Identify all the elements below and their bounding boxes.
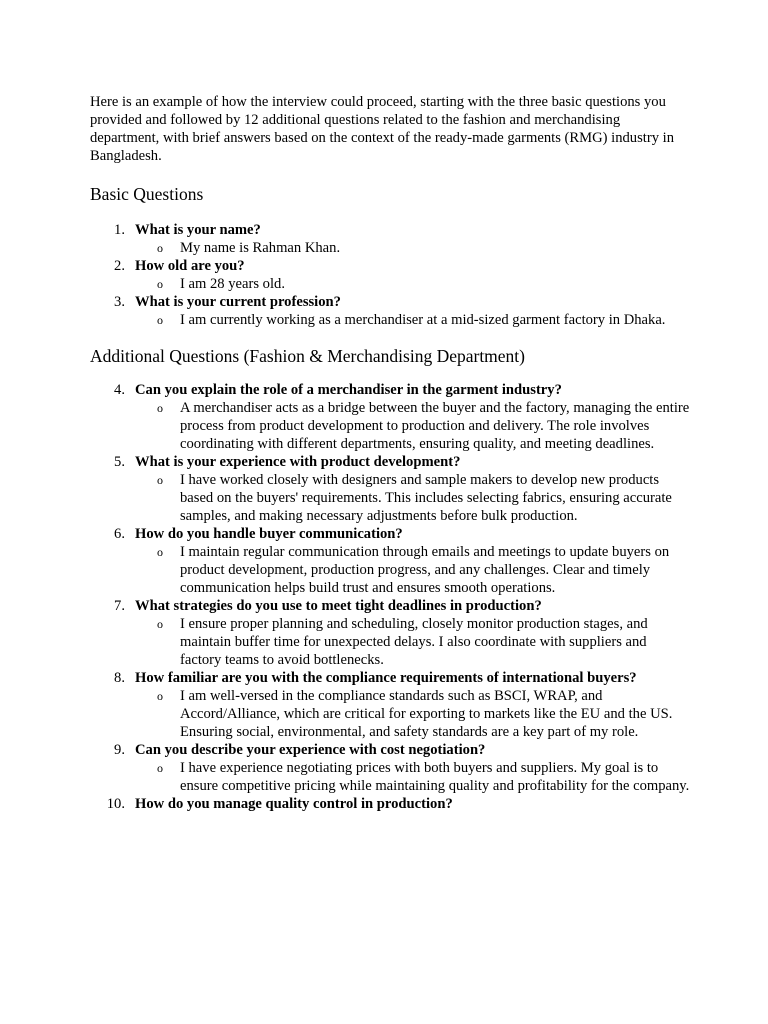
answer-list — [135, 687, 690, 741]
question-number: 4. — [114, 382, 125, 398]
answer-item — [135, 239, 690, 257]
question-text: How old are you? — [135, 258, 245, 274]
question-text: How do you handle buyer communication? — [135, 526, 403, 542]
bullet-icon: o — [157, 401, 163, 415]
basic-questions-list — [90, 221, 690, 329]
question-text: How do you manage quality control in production? — [135, 796, 453, 812]
question-text: Can you describe your experience with cost negotiation? — [135, 742, 486, 758]
question-item — [90, 795, 690, 813]
question-item — [90, 525, 690, 597]
answer-text: A merchandiser acts as a bridge between the buyer and the factory, managing the entire process from product development to production and delivery. The role involves coordinating with different departments, ensuring quality, and meeting deadlines. — [180, 400, 690, 452]
question-text: What is your name? — [135, 222, 261, 238]
additional-questions-list — [90, 381, 690, 813]
answer-list — [135, 759, 690, 795]
question-item — [90, 257, 690, 293]
bullet-icon: o — [157, 761, 163, 775]
bullet-icon: o — [157, 277, 163, 291]
question-item — [90, 293, 690, 329]
answer-text: I maintain regular communication through emails and meetings to update buyers on product development, production progress, and any challenges. Clear and timely communication helps build trust and ensures smooth operations. — [180, 544, 670, 596]
question-number: 1. — [114, 222, 125, 238]
answer-item — [135, 615, 690, 669]
question-number: 10. — [106, 796, 125, 812]
answer-text: I am currently working as a merchandiser at a mid-sized garment factory in Dhaka. — [180, 312, 666, 328]
bullet-icon: o — [157, 241, 163, 255]
answer-item — [135, 687, 690, 741]
answer-list — [135, 311, 690, 329]
question-number: 5. — [114, 454, 125, 470]
question-item — [90, 381, 690, 453]
answer-list — [135, 615, 690, 669]
question-text: What strategies do you use to meet tight deadlines in production? — [135, 598, 542, 614]
bullet-icon: o — [157, 689, 163, 703]
question-item — [90, 221, 690, 257]
question-number: 7. — [114, 598, 125, 614]
question-item — [90, 597, 690, 669]
answer-text: I am 28 years old. — [180, 276, 285, 292]
answer-list — [135, 239, 690, 257]
question-item — [90, 453, 690, 525]
additional-questions-heading: Additional Questions (Fashion & Merchandising Department) — [90, 346, 525, 366]
answer-text: I have worked closely with designers and sample makers to develop new products based on the buyers' requirements. This includes selecting fabrics, ensuring accurate samples, and making necessary adjustments before bulk production. — [180, 472, 672, 524]
bullet-icon: o — [157, 313, 163, 327]
answer-list — [135, 471, 690, 525]
answer-list — [135, 275, 690, 293]
basic-questions-heading: Basic Questions — [90, 184, 204, 204]
question-item — [90, 741, 690, 795]
answer-list — [135, 399, 690, 453]
question-text: Can you explain the role of a merchandiser in the garment industry? — [135, 382, 562, 398]
answer-text: I have experience negotiating prices with both buyers and suppliers. My goal is to ensure competitive pricing while maintaining quality and profitability for the company. — [180, 760, 690, 794]
answer-item — [135, 543, 690, 597]
answer-item — [135, 275, 690, 293]
intro-paragraph: Here is an example of how the interview could proceed, starting with the three basic questions you provided and followed by 12 additional questions related to the fashion and merchandising department, with brief answers based on the context of the ready-made garments (RMG) industry in Bangladesh. — [90, 94, 674, 164]
answer-item — [135, 399, 690, 453]
question-number: 9. — [114, 742, 125, 758]
answer-item — [135, 759, 690, 795]
document-content — [90, 93, 690, 813]
answer-text: My name is Rahman Khan. — [180, 240, 341, 256]
question-number: 3. — [114, 294, 125, 310]
bullet-icon: o — [157, 617, 163, 631]
question-item — [90, 669, 690, 741]
answer-item — [135, 471, 690, 525]
question-text: What is your current profession? — [135, 294, 341, 310]
answer-text: I am well-versed in the compliance standards such as BSCI, WRAP, and Accord/Alliance, which are critical for exporting to markets like the EU and the US. Ensuring social, environmental, and safety standards are a key part of my role. — [180, 688, 673, 740]
question-text: How familiar are you with the compliance requirements of international buyers? — [135, 670, 637, 686]
bullet-icon: o — [157, 473, 163, 487]
question-number: 8. — [114, 670, 125, 686]
question-number: 2. — [114, 258, 125, 274]
answer-item — [135, 311, 690, 329]
question-text: What is your experience with product development? — [135, 454, 461, 470]
bullet-icon: o — [157, 545, 163, 559]
answer-text: I ensure proper planning and scheduling, closely monitor production stages, and maintain buffer time for unexpected delays. I also coordinate with suppliers and factory teams to avoid bottlenecks. — [180, 616, 648, 668]
answer-list — [135, 543, 690, 597]
question-number: 6. — [114, 526, 125, 542]
